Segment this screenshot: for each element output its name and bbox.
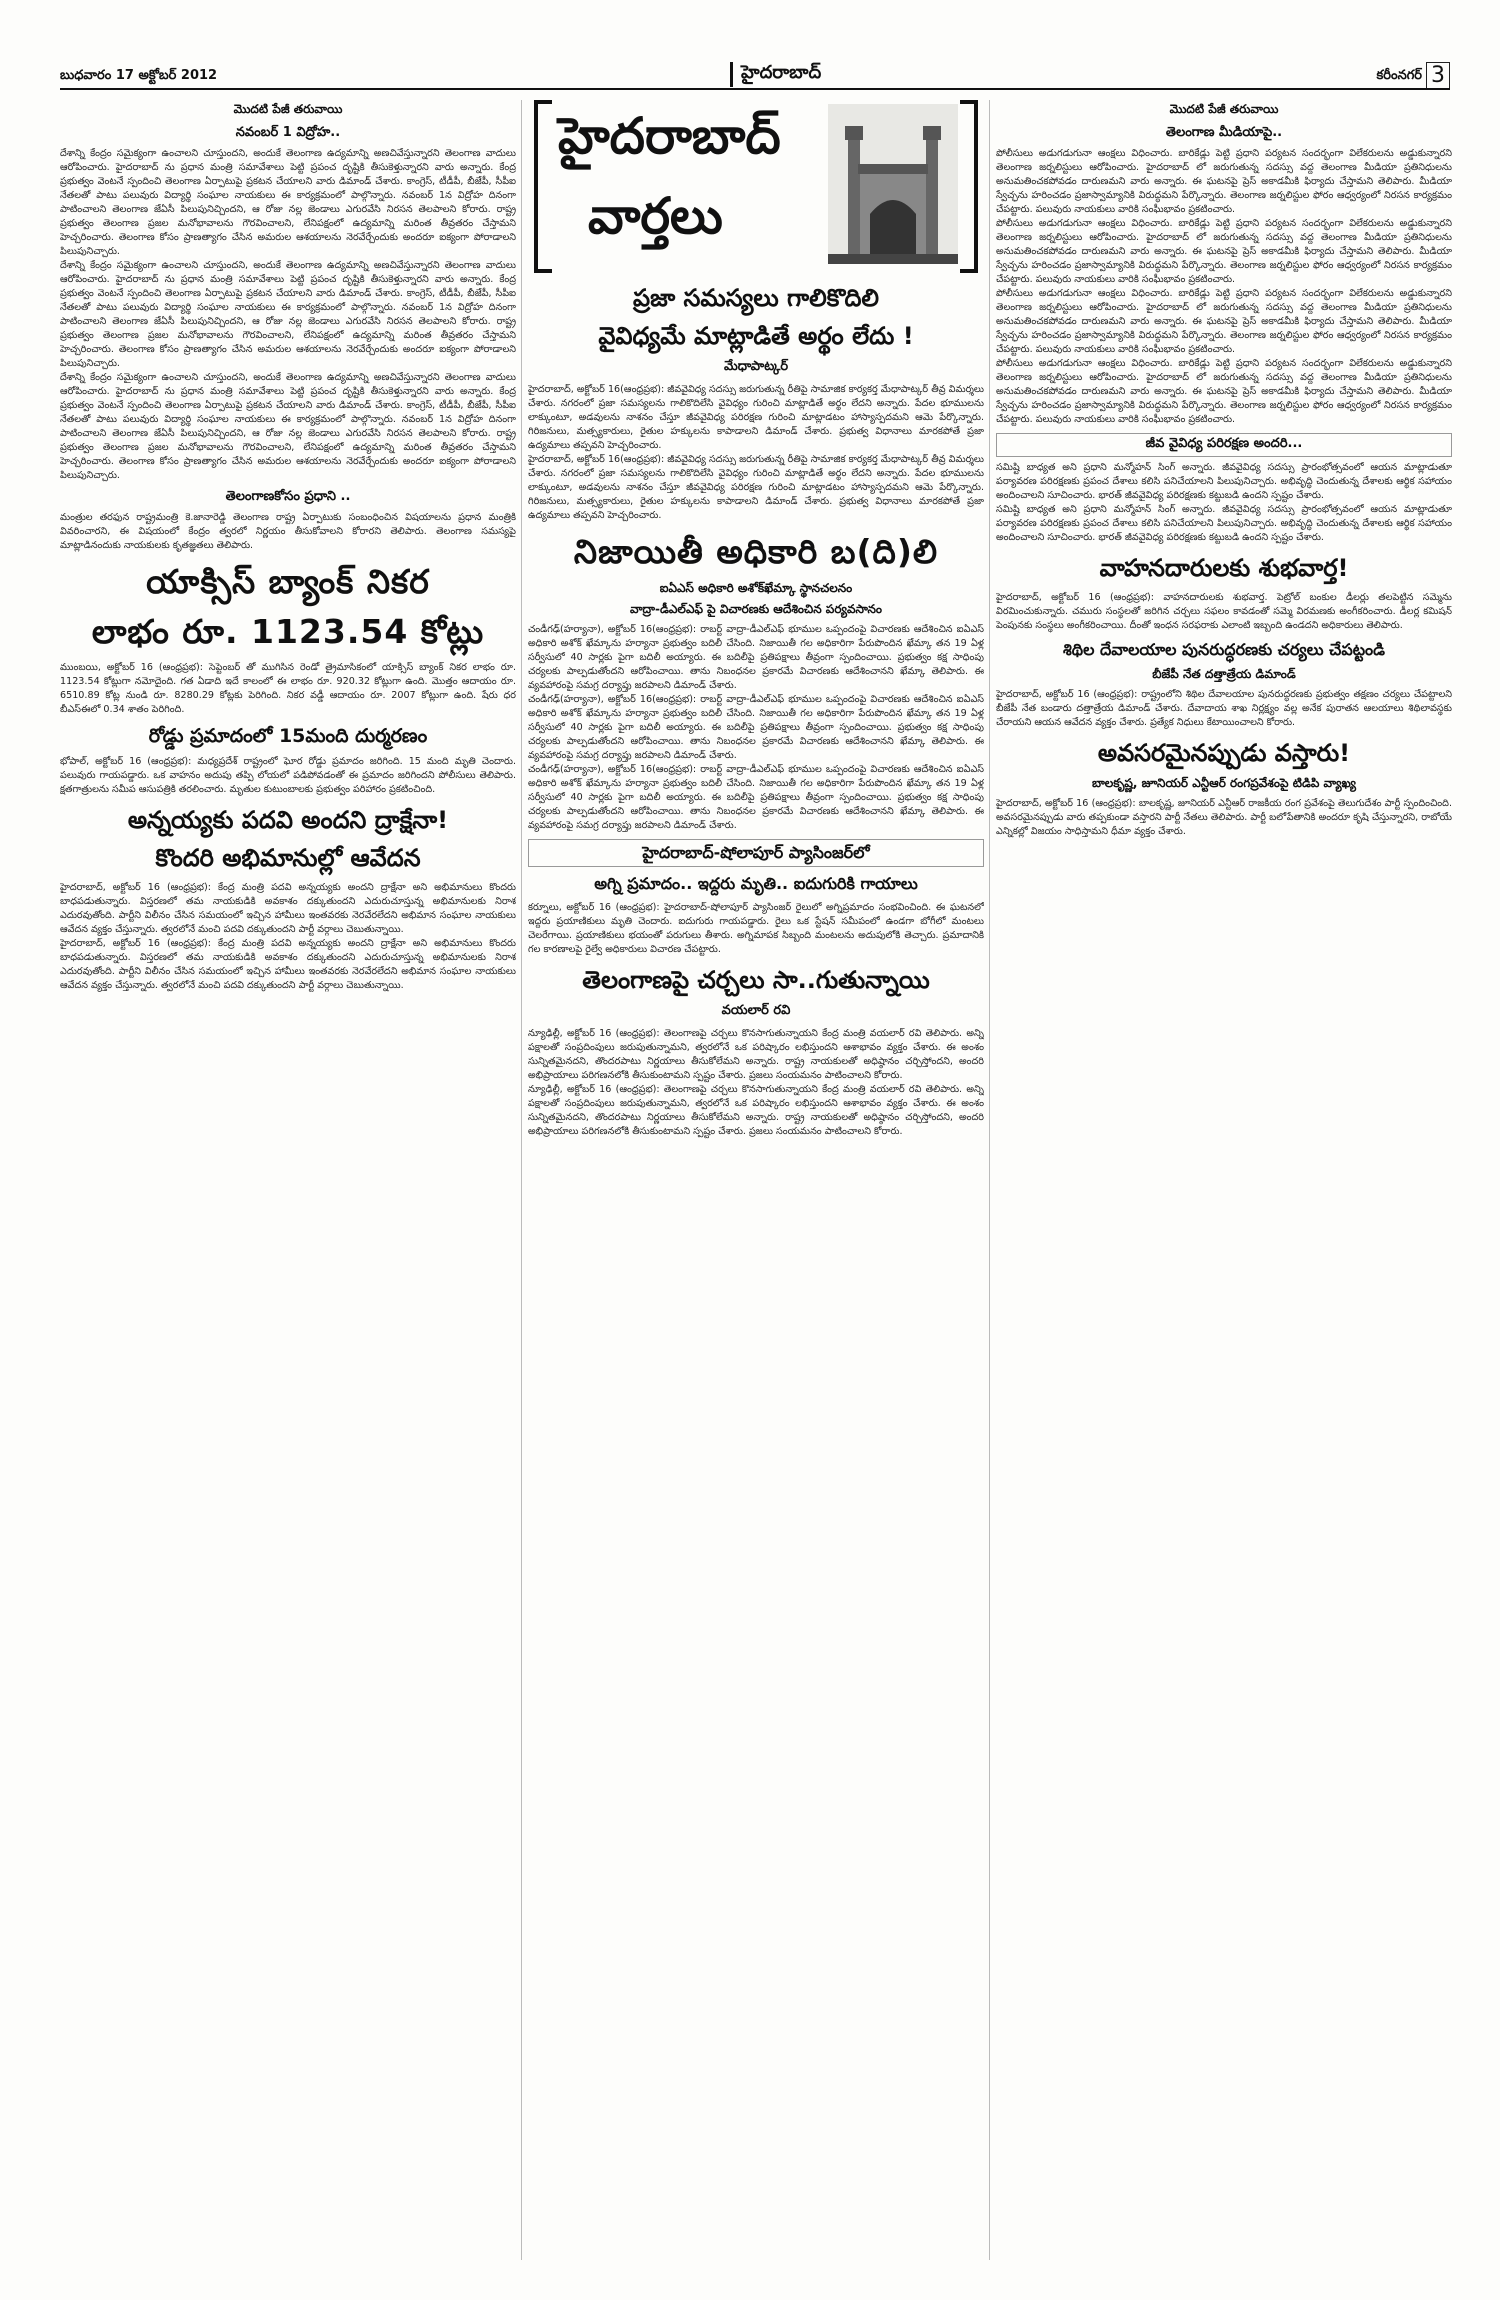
headline: అగ్ని ప్రమాదం.. ఇద్దరు మృతి.. ఐదుగురికి గాయాలు [594,874,918,893]
masthead-rule [60,88,1450,90]
section-banner [528,100,984,275]
story-body: భోపాల్, అక్టోబర్ 16 (ఆంధ్రప్రభ): మధ్యప్రదేశ్ రాష్ట్రంలో ఘోర రోడ్డు ప్రమాదం జరిగింది. 15 మంది మృతి చెందారు. పలువురు గాయపడ్డారు. ఒక వాహనం అదుపు తప్పి లోయలో పడిపోవడంతో ఈ ప్రమాదం జరిగిందని పోలీసులు తెలిపారు. క్షతగాత్రులను సమీప ఆసుపత్రికి తరలించారు. మృతుల కుటుంబాలకు ప్రభుత్వం పరిహారం ప్రకటించింది. [60,756,516,795]
story-body: పోలీసులు అడుగడుగునా ఆంక్షలు విధించారు. బారికేడ్లు పెట్టి ప్రధాని పర్యటన సందర్భంగా విలేకరులను అడ్డుకున్నారని తెలంగాణ జర్నలిస్టులు ఆరోపించారు. హైదరాబాద్ లో జరుగుతున్న సదస్సు వద్ద తెలంగాణ మీడియా ప్రతినిధులను అనుమతించకపోవడం దారుణమని వారు అన్నారు. ఈ ఘటనపై ప్రెస్ అకాడమీకి ఫిర్యాదు చేస్తామని తెలిపారు. మీడియా స్వేచ్ఛను హరించడం ప్రజాస్వామ్యానికి విరుద్ధమని పేర్కొన్నారు. తెలంగాణ జర్నలిస్టుల ఫోరం ఆధ్వర్యంలో నిరసన కార్యక్రమం చేపట్టారు. పలువురు నాయకులు వారికి సంఘీభావం ప్రకటించారు. [996,288,1452,355]
edition-name: కరీంనగర్ [1376,68,1422,83]
subheadline: బాలకృష్ణ, జూనియర్ ఎన్టీఆర్ రంగప్రవేశంపై టిడిపి వ్యాఖ్య [1091,776,1357,790]
headline: ప్రజా సమస్యలు గాలికొదిలి [633,284,879,312]
byline: మేధాపాట్కర్ [723,359,789,374]
headline: శిథిల దేవాలయాల పునరుద్ధరణకు చర్యలు చేపట్టండి [1063,640,1385,659]
story-body: హైదరాబాద్, అక్టోబర్ 16 (ఆంధ్రప్రభ): కేంద్ర మంత్రి పదవి అన్నయ్యకు అందని ద్రాక్షేనా అని అభిమానులు కొందరు బాధపడుతున్నారు. విస్తరణలో తమ నాయకుడికి అవకాశం దక్కుతుందని ఎదురుచూస్తున్న అభిమానులకు నిరాశ ఎదురవుతోంది. పార్టీని విలీనం చేసిన సమయంలో ఇచ్చిన హామీలు ఇంతవరకు నెరవేరలేదని అభిమాన సంఘాల నాయకులు ఆవేదన వ్యక్తం చేస్తున్నారు. త్వరలోనే మంచి పదవి దక్కుతుందని పార్టీ వర్గాలు చెబుతున్నాయి. [60,882,516,935]
headline: అన్నయ్యకు పదవి అందని ద్రాక్షేనా! [127,806,449,834]
headline: లాభం రూ. 1123.54 కోట్లు [91,612,485,651]
story-body: సమిష్టి బాధ్యత అని ప్రధాని మన్మోహన్ సింగ్ అన్నారు. జీవవైవిధ్య సదస్సు ప్రారంభోత్సవంలో ఆయన మాట్లాడుతూ పర్యావరణ పరిరక్షణకు ప్రపంచ దేశాలు కలిసి పనిచేయాలని పిలుపునిచ్చారు. అభివృద్ధి చెందుతున్న దేశాలకు ఆర్థిక సహాయం అందించాలని సూచించారు. భారత్ జీవవైవిధ్య పరిరక్షణకు కట్టుబడి ఉందని స్పష్టం చేశారు. [996,504,1452,543]
story-body: ముంబయి, అక్టోబర్ 16 (ఆంధ్రప్రభ): సెప్టెంబర్ తో ముగిసిన రెండో త్రైమాసికంలో యాక్సిస్ బ్యాంక్ నికర లాభం రూ. 1123.54 కోట్లుగా నమోదైంది. గత ఏడాది ఇదే కాలంలో ఈ లాభం రూ. 920.32 కోట్లుగా ఉంది. మొత్తం ఆదాయం రూ. 6510.89 కోట్ల నుండి రూ. 8280.29 కోట్లకు పెరిగింది. నికర వడ్డీ ఆదాయం రూ. 2007 కోట్లుగా ఉంది. షేరు ధర బీఎస్ఈలో 0.34 శాతం పెరిగింది. [60,662,516,715]
subheadline: బీజేపీ నేత దత్తాత్రేయ డిమాండ్ [1152,667,1296,681]
headline: అవసరమైనప్పుడు వస్తారు! [1097,739,1351,767]
column-right [996,100,1452,2260]
banner-subtitle: వార్తలు [588,186,723,245]
story-body: చండీగఢ్(హర్యానా), అక్టోబర్ 16(ఆంధ్రప్రభ): రాబర్ట్ వాద్రా-డీఎల్ఎఫ్ భూముల ఒప్పందంపై విచారణకు ఆదేశించిన ఐఏఎస్ అధికారి అశోక్ ఖేమ్కాను హర్యానా ప్రభుత్వం బదిలీ చేసింది. నిజాయితీ గల అధికారిగా పేరుపొందిన ఖేమ్కా తన 19 ఏళ్ల సర్వీసులో 40 సార్లకు పైగా బదిలీ అయ్యారు. ఈ బదిలీపై ప్రతిపక్షాలు తీవ్రంగా స్పందించాయి. ప్రభుత్వం కక్ష సాధింపు చర్యలకు పాల్పడుతోందని ఆరోపించాయి. తాను నిబంధనల ప్రకారమే విచారణకు ఆదేశించానని ఖేమ్కా తెలిపారు. ఈ వ్యవహారంపై సమగ్ర దర్యాప్తు జరపాలని డిమాండ్ చేశారు. [528,764,984,831]
headline: హైదరాబాద్-షోలాపూర్ ప్యాసింజర్‌లో [528,839,984,867]
story-title: జీవ వైవిధ్య పరిరక్షణ అందరి... [996,433,1452,457]
banner-bracket-left [534,100,552,273]
story-body: దేశాన్ని కేంద్రం సమైక్యంగా ఉంచాలని చూస్తుందని, అందుకే తెలంగాణ ఉద్యమాన్ని అణచివేస్తున్నారని తెలంగాణ వాదులు ఆరోపించారు. హైదరాబాద్ ను ప్రధాన మంత్రి సమావేశాలు పెట్టి ప్రపంచ దృష్టికి తీసుకెళ్తున్నారని వారు అన్నారు. కేంద్ర ప్రభుత్వం వెంటనే స్పందించి తెలంగాణ ఏర్పాటుపై ప్రకటన చేయాలని వారు డిమాండ్ చేశారు. కాంగ్రెస్, టీడీపీ, బీజేపీ, సీపీఐ నేతలతో పాటు పలువురు విద్యార్థి సంఘాల నాయకులు ఈ కార్యక్రమంలో పాల్గొన్నారు. నవంబర్ 1న విద్రోహ దినంగా పాటించాలని తెలంగాణ జేఏసీ పిలుపునిచ్చిందని, ఆ రోజు నల్ల జెండాలు ఎగురవేసి నిరసన తెలపాలని కోరారు. రాష్ట్ర ప్రభుత్వం తెలంగాణ ప్రజల మనోభావాలను గౌరవించాలని, లేనిపక్షంలో ఉద్యమాన్ని మరింత తీవ్రతరం చేస్తామని హెచ్చరించారు. తెలంగాణ కోసం ప్రాణత్యాగం చేసిన అమరుల ఆశయాలను నెరవేర్చేందుకు అందరూ ఐక్యంగా పోరాడాలని పిలుపునిచ్చారు. [60,148,516,257]
headline: నిజాయితీ అధికారి బ(ది)లి [573,532,939,571]
story-body: దేశాన్ని కేంద్రం సమైక్యంగా ఉంచాలని చూస్తుందని, అందుకే తెలంగాణ ఉద్యమాన్ని అణచివేస్తున్నారని తెలంగాణ వాదులు ఆరోపించారు. హైదరాబాద్ ను ప్రధాన మంత్రి సమావేశాలు పెట్టి ప్రపంచ దృష్టికి తీసుకెళ్తున్నారని వారు అన్నారు. కేంద్ర ప్రభుత్వం వెంటనే స్పందించి తెలంగాణ ఏర్పాటుపై ప్రకటన చేయాలని వారు డిమాండ్ చేశారు. కాంగ్రెస్, టీడీపీ, బీజేపీ, సీపీఐ నేతలతో పాటు పలువురు విద్యార్థి సంఘాల నాయకులు ఈ కార్యక్రమంలో పాల్గొన్నారు. నవంబర్ 1న విద్రోహ దినంగా పాటించాలని తెలంగాణ జేఏసీ పిలుపునిచ్చిందని, ఆ రోజు నల్ల జెండాలు ఎగురవేసి నిరసన తెలపాలని కోరారు. రాష్ట్ర ప్రభుత్వం తెలంగాణ ప్రజల మనోభావాలను గౌరవించాలని, లేనిపక్షంలో ఉద్యమాన్ని మరింత తీవ్రతరం చేస్తామని హెచ్చరించారు. తెలంగాణ కోసం ప్రాణత్యాగం చేసిన అమరుల ఆశయాలను నెరవేర్చేందుకు అందరూ ఐక్యంగా పోరాడాలని పిలుపునిచ్చారు. [60,260,516,369]
story-body: పోలీసులు అడుగడుగునా ఆంక్షలు విధించారు. బారికేడ్లు పెట్టి ప్రధాని పర్యటన సందర్భంగా విలేకరులను అడ్డుకున్నారని తెలంగాణ జర్నలిస్టులు ఆరోపించారు. హైదరాబాద్ లో జరుగుతున్న సదస్సు వద్ద తెలంగాణ మీడియా ప్రతినిధులను అనుమతించకపోవడం దారుణమని వారు అన్నారు. ఈ ఘటనపై ప్రెస్ అకాడమీకి ఫిర్యాదు చేస్తామని తెలిపారు. మీడియా స్వేచ్ఛను హరించడం ప్రజాస్వామ్యానికి విరుద్ధమని పేర్కొన్నారు. తెలంగాణ జర్నలిస్టుల ఫోరం ఆధ్వర్యంలో నిరసన కార్యక్రమం చేపట్టారు. పలువురు నాయకులు వారికి సంఘీభావం ప్రకటించారు. [996,148,1452,215]
banner-bracket-right [960,100,978,273]
story-body: దేశాన్ని కేంద్రం సమైక్యంగా ఉంచాలని చూస్తుందని, అందుకే తెలంగాణ ఉద్యమాన్ని అణచివేస్తున్నారని తెలంగాణ వాదులు ఆరోపించారు. హైదరాబాద్ ను ప్రధాన మంత్రి సమావేశాలు పెట్టి ప్రపంచ దృష్టికి తీసుకెళ్తున్నారని వారు అన్నారు. కేంద్ర ప్రభుత్వం వెంటనే స్పందించి తెలంగాణ ఏర్పాటుపై ప్రకటన చేయాలని వారు డిమాండ్ చేశారు. కాంగ్రెస్, టీడీపీ, బీజేపీ, సీపీఐ నేతలతో పాటు పలువురు విద్యార్థి సంఘాల నాయకులు ఈ కార్యక్రమంలో పాల్గొన్నారు. నవంబర్ 1న విద్రోహ దినంగా పాటించాలని తెలంగాణ జేఏసీ పిలుపునిచ్చిందని, ఆ రోజు నల్ల జెండాలు ఎగురవేసి నిరసన తెలపాలని కోరారు. రాష్ట్ర ప్రభుత్వం తెలంగాణ ప్రజల మనోభావాలను గౌరవించాలని, లేనిపక్షంలో ఉద్యమాన్ని మరింత తీవ్రతరం చేస్తామని హెచ్చరించారు. తెలంగాణ కోసం ప్రాణత్యాగం చేసిన అమరుల ఆశయాలను నెరవేర్చేందుకు అందరూ ఐక్యంగా పోరాడాలని పిలుపునిచ్చారు. [60,372,516,481]
section-title: హైదరాబాద్ [730,62,821,87]
headline: వాహనదారులకు శుభవార్త! [1099,554,1349,582]
column-divider [521,100,522,2260]
story-title: తెలంగాణకోసం ప్రధాని .. [225,489,351,504]
headline: తెలంగాణపై చర్చలు సా..గుతున్నాయి [582,966,930,994]
story-body: హైదరాబాద్, అక్టోబర్ 16 (ఆంధ్రప్రభ): వాహనదారులకు శుభవార్త. పెట్రోల్ బంకుల డీలర్లు తలపెట్టిన సమ్మెను విరమించుకున్నారు. చమురు సంస్థలతో జరిగిన చర్చలు సఫలం కావడంతో సమ్మె విరమణకు అంగీకరించారు. డీలర్ల కమిషన్ పెంపునకు సంస్థలు అంగీకరించాయి. దీంతో ఇంధన సరఫరాకు ఎలాంటి ఇబ్బంది ఉండదని అధికారులు తెలిపారు. [996,592,1452,631]
column-center [528,100,984,2260]
story-body: చండీగఢ్(హర్యానా), అక్టోబర్ 16(ఆంధ్రప్రభ): రాబర్ట్ వాద్రా-డీఎల్ఎఫ్ భూముల ఒప్పందంపై విచారణకు ఆదేశించిన ఐఏఎస్ అధికారి అశోక్ ఖేమ్కాను హర్యానా ప్రభుత్వం బదిలీ చేసింది. నిజాయితీ గల అధికారిగా పేరుపొందిన ఖేమ్కా తన 19 ఏళ్ల సర్వీసులో 40 సార్లకు పైగా బదిలీ అయ్యారు. ఈ బదిలీపై ప్రతిపక్షాలు తీవ్రంగా స్పందించాయి. ప్రభుత్వం కక్ష సాధింపు చర్యలకు పాల్పడుతోందని ఆరోపించాయి. తాను నిబంధనల ప్రకారమే విచారణకు ఆదేశించానని ఖేమ్కా తెలిపారు. ఈ వ్యవహారంపై సమగ్ర దర్యాప్తు జరపాలని డిమాండ్ చేశారు. [528,694,984,761]
issue-date: బుధవారం 17 అక్టోబర్ 2012 [60,68,218,83]
headline: యాక్సిస్ బ్యాంక్ నికర [146,562,430,601]
story-body: హైదరాబాద్, అక్టోబర్ 16 (ఆంధ్రప్రభ): కేంద్ర మంత్రి పదవి అన్నయ్యకు అందని ద్రాక్షేనా అని అభిమానులు కొందరు బాధపడుతున్నారు. విస్తరణలో తమ నాయకుడికి అవకాశం దక్కుతుందని ఎదురుచూస్తున్న అభిమానులకు నిరాశ ఎదురవుతోంది. పార్టీని విలీనం చేసిన సమయంలో ఇచ్చిన హామీలు ఇంతవరకు నెరవేరలేదని అభిమాన సంఘాల నాయకులు ఆవేదన వ్యక్తం చేస్తున్నారు. త్వరలోనే మంచి పదవి దక్కుతుందని పార్టీ వర్గాలు చెబుతున్నాయి. [60,938,516,991]
charminar-icon [828,104,958,264]
headline: రోడ్డు ప్రమాదంలో 15మంది దుర్మరణం [148,725,428,747]
page-number: 3 [1426,62,1450,89]
story-body: హైదరాబాద్, అక్టోబర్ 16(ఆంధ్రప్రభ): జీవవైవిధ్య సదస్సు జరుగుతున్న రీతిపై సామాజిక కార్యకర్త మేధాపాట్కర్ తీవ్ర విమర్శలు చేశారు. నగరంలో ప్రజా సమస్యలను గాలికొదిలేసి వైవిధ్యం గురించి మాట్లాడితే అర్థం లేదని అన్నారు. పేదల భూములను లాక్కుంటూ, అడవులను నాశనం చేస్తూ జీవవైవిధ్య పరిరక్షణ గురించి మాట్లాడటం హాస్యాస్పదమని ఆమె పేర్కొన్నారు. గిరిజనులు, మత్స్యకారులు, రైతుల హక్కులను కాపాడాలని డిమాండ్ చేశారు. ప్రభుత్వ విధానాలు మారకపోతే ప్రజా ఉద్యమాలు తప్పవని హెచ్చరించారు. [528,384,984,451]
headline: వైవిధ్యమే మాట్లాడితే అర్థం లేదు ! [598,322,914,350]
continued-kicker: మొదటి పేజీ తరువాయి [1169,102,1279,116]
story-body: మంత్రుల తరఫున రాష్ట్రమంత్రి కె.జానారెడ్డి తెలంగాణ రాష్ట్ర ఏర్పాటుకు సంబంధించిన విషయాలను ప్రధాన మంత్రికి వివరించారని, ఈ విషయంలో కేంద్రం త్వరలో నిర్ణయం తీసుకోవాలని కోరారని తెలిపారు. తెలంగాణ సమస్యపై మాట్లాడినందుకు నాయకులకు కృతజ్ఞతలు తెలిపారు. [60,512,516,551]
story-body: పోలీసులు అడుగడుగునా ఆంక్షలు విధించారు. బారికేడ్లు పెట్టి ప్రధాని పర్యటన సందర్భంగా విలేకరులను అడ్డుకున్నారని తెలంగాణ జర్నలిస్టులు ఆరోపించారు. హైదరాబాద్ లో జరుగుతున్న సదస్సు వద్ద తెలంగాణ మీడియా ప్రతినిధులను అనుమతించకపోవడం దారుణమని వారు అన్నారు. ఈ ఘటనపై ప్రెస్ అకాడమీకి ఫిర్యాదు చేస్తామని తెలిపారు. మీడియా స్వేచ్ఛను హరించడం ప్రజాస్వామ్యానికి విరుద్ధమని పేర్కొన్నారు. తెలంగాణ జర్నలిస్టుల ఫోరం ఆధ్వర్యంలో నిరసన కార్యక్రమం చేపట్టారు. పలువురు నాయకులు వారికి సంఘీభావం ప్రకటించారు. [996,358,1452,425]
column-left [60,100,516,2260]
story-body: హైదరాబాద్, అక్టోబర్ 16 (ఆంధ్రప్రభ): రాష్ట్రంలోని శిథిల దేవాలయాల పునరుద్ధరణకు ప్రభుత్వం తక్షణం చర్యలు చేపట్టాలని బీజేపీ నేత బండారు దత్తాత్రేయ డిమాండ్ చేశారు. దేవాదాయ శాఖ నిర్లక్ష్యం వల్ల అనేక పురాతన ఆలయాలు శిథిలావస్థకు చేరాయని ఆయన ఆవేదన వ్యక్తం చేశారు. ప్రత్యేక నిధులు కేటాయించాలని కోరారు. [996,689,1452,728]
subheadline: ఐఏఎస్ అధికారి అశోక్‌ఖేమ్కా స్థానచలనం [659,581,853,595]
continued-kicker: మొదటి పేజీ తరువాయి [233,102,343,116]
story-body: సమిష్టి బాధ్యత అని ప్రధాని మన్మోహన్ సింగ్ అన్నారు. జీవవైవిధ్య సదస్సు ప్రారంభోత్సవంలో ఆయన మాట్లాడుతూ పర్యావరణ పరిరక్షణకు ప్రపంచ దేశాలు కలిసి పనిచేయాలని పిలుపునిచ్చారు. అభివృద్ధి చెందుతున్న దేశాలకు ఆర్థిక సహాయం అందించాలని సూచించారు. భారత్ జీవవైవిధ్య పరిరక్షణకు కట్టుబడి ఉందని స్పష్టం చేశారు. [996,462,1452,501]
banner-title: హైదరాబాద్ [558,106,781,165]
story-body: కర్నూలు, అక్టోబర్ 16 (ఆంధ్రప్రభ): హైదరాబాద్-షోలాపూర్ ప్యాసింజర్ రైలులో అగ్నిప్రమాదం సంభవించింది. ఈ ఘటనలో ఇద్దరు ప్రయాణికులు మృతి చెందారు. ఐదుగురు గాయపడ్డారు. రైలు ఒక స్టేషన్ సమీపంలో ఉండగా బోగీలో మంటలు చెలరేగాయి. ప్రయాణికులు భయంతో పరుగులు తీశారు. అగ్నిమాపక సిబ్బంది మంటలను అదుపులోకి తెచ్చారు. ప్రమాదానికి గల కారణాలపై రైల్వే అధికారులు విచారణ చేపట్టారు. [528,902,984,955]
story-body: హైదరాబాద్, అక్టోబర్ 16 (ఆంధ్రప్రభ): బాలకృష్ణ, జూనియర్ ఎన్టీఆర్ రాజకీయ రంగ ప్రవేశంపై తెలుగుదేశం పార్టీ స్పందించింది. అవసరమైనప్పుడు వారు తప్పకుండా వస్తారని పార్టీ నేతలు తెలిపారు. పార్టీ బలోపేతానికి అందరూ కృషి చేస్తున్నారని, రాబోయే ఎన్నికల్లో విజయం సాధిస్తామని ధీమా వ్యక్తం చేశారు. [996,798,1452,837]
headline: కొందరి అభిమానుల్లో ఆవేదన [155,844,421,872]
story-body: న్యూఢిల్లీ, అక్టోబర్ 16 (ఆంధ్రప్రభ): తెలంగాణపై చర్చలు కొనసాగుతున్నాయని కేంద్ర మంత్రి వయలార్ రవి తెలిపారు. అన్ని పక్షాలతో సంప్రదింపులు జరుపుతున్నామని, త్వరలోనే ఒక పరిష్కారం లభిస్తుందని ఆశాభావం వ్యక్తం చేశారు. ఈ అంశం సున్నితమైనదని, తొందరపాటు నిర్ణయాలు తీసుకోలేమని అన్నారు. రాష్ట్ర నాయకులతో అధిష్ఠానం చర్చిస్తోందని, అందరి అభిప్రాయాలు పరిగణనలోకి తీసుకుంటామని స్పష్టం చేశారు. ప్రజలు సంయమనం పాటించాలని కోరారు. [528,1028,984,1081]
story-body: హైదరాబాద్, అక్టోబర్ 16(ఆంధ్రప్రభ): జీవవైవిధ్య సదస్సు జరుగుతున్న రీతిపై సామాజిక కార్యకర్త మేధాపాట్కర్ తీవ్ర విమర్శలు చేశారు. నగరంలో ప్రజా సమస్యలను గాలికొదిలేసి వైవిధ్యం గురించి మాట్లాడితే అర్థం లేదని అన్నారు. పేదల భూములను లాక్కుంటూ, అడవులను నాశనం చేస్తూ జీవవైవిధ్య పరిరక్షణ గురించి మాట్లాడటం హాస్యాస్పదమని ఆమె పేర్కొన్నారు. గిరిజనులు, మత్స్యకారులు, రైతుల హక్కులను కాపాడాలని డిమాండ్ చేశారు. ప్రభుత్వ విధానాలు మారకపోతే ప్రజా ఉద్యమాలు తప్పవని హెచ్చరించారు. [528,454,984,521]
byline: వయలార్ రవి [721,1003,791,1018]
column-divider [989,100,990,2260]
subheadline: వాద్రా-డీఎల్ఎఫ్ పై విచారణకు ఆదేశించిన పర్యవసానం [629,602,882,616]
story-title: నవంబర్ 1 విద్రోహ.. [235,125,341,140]
story-body: న్యూఢిల్లీ, అక్టోబర్ 16 (ఆంధ్రప్రభ): తెలంగాణపై చర్చలు కొనసాగుతున్నాయని కేంద్ర మంత్రి వయలార్ రవి తెలిపారు. అన్ని పక్షాలతో సంప్రదింపులు జరుపుతున్నామని, త్వరలోనే ఒక పరిష్కారం లభిస్తుందని ఆశాభావం వ్యక్తం చేశారు. ఈ అంశం సున్నితమైనదని, తొందరపాటు నిర్ణయాలు తీసుకోలేమని అన్నారు. రాష్ట్ర నాయకులతో అధిష్ఠానం చర్చిస్తోందని, అందరి అభిప్రాయాలు పరిగణనలోకి తీసుకుంటామని స్పష్టం చేశారు. ప్రజలు సంయమనం పాటించాలని కోరారు. [528,1084,984,1137]
story-title: తెలంగాణ మీడియాపై.. [1165,125,1283,140]
story-body: పోలీసులు అడుగడుగునా ఆంక్షలు విధించారు. బారికేడ్లు పెట్టి ప్రధాని పర్యటన సందర్భంగా విలేకరులను అడ్డుకున్నారని తెలంగాణ జర్నలిస్టులు ఆరోపించారు. హైదరాబాద్ లో జరుగుతున్న సదస్సు వద్ద తెలంగాణ మీడియా ప్రతినిధులను అనుమతించకపోవడం దారుణమని వారు అన్నారు. ఈ ఘటనపై ప్రెస్ అకాడమీకి ఫిర్యాదు చేస్తామని తెలిపారు. మీడియా స్వేచ్ఛను హరించడం ప్రజాస్వామ్యానికి విరుద్ధమని పేర్కొన్నారు. తెలంగాణ జర్నలిస్టుల ఫోరం ఆధ్వర్యంలో నిరసన కార్యక్రమం చేపట్టారు. పలువురు నాయకులు వారికి సంఘీభావం ప్రకటించారు. [996,218,1452,285]
masthead [60,62,1450,92]
story-body: చండీగఢ్(హర్యానా), అక్టోబర్ 16(ఆంధ్రప్రభ): రాబర్ట్ వాద్రా-డీఎల్ఎఫ్ భూముల ఒప్పందంపై విచారణకు ఆదేశించిన ఐఏఎస్ అధికారి అశోక్ ఖేమ్కాను హర్యానా ప్రభుత్వం బదిలీ చేసింది. నిజాయితీ గల అధికారిగా పేరుపొందిన ఖేమ్కా తన 19 ఏళ్ల సర్వీసులో 40 సార్లకు పైగా బదిలీ అయ్యారు. ఈ బదిలీపై ప్రతిపక్షాలు తీవ్రంగా స్పందించాయి. ప్రభుత్వం కక్ష సాధింపు చర్యలకు పాల్పడుతోందని ఆరోపించాయి. తాను నిబంధనల ప్రకారమే విచారణకు ఆదేశించానని ఖేమ్కా తెలిపారు. ఈ వ్యవహారంపై సమగ్ర దర్యాప్తు జరపాలని డిమాండ్ చేశారు. [528,624,984,691]
